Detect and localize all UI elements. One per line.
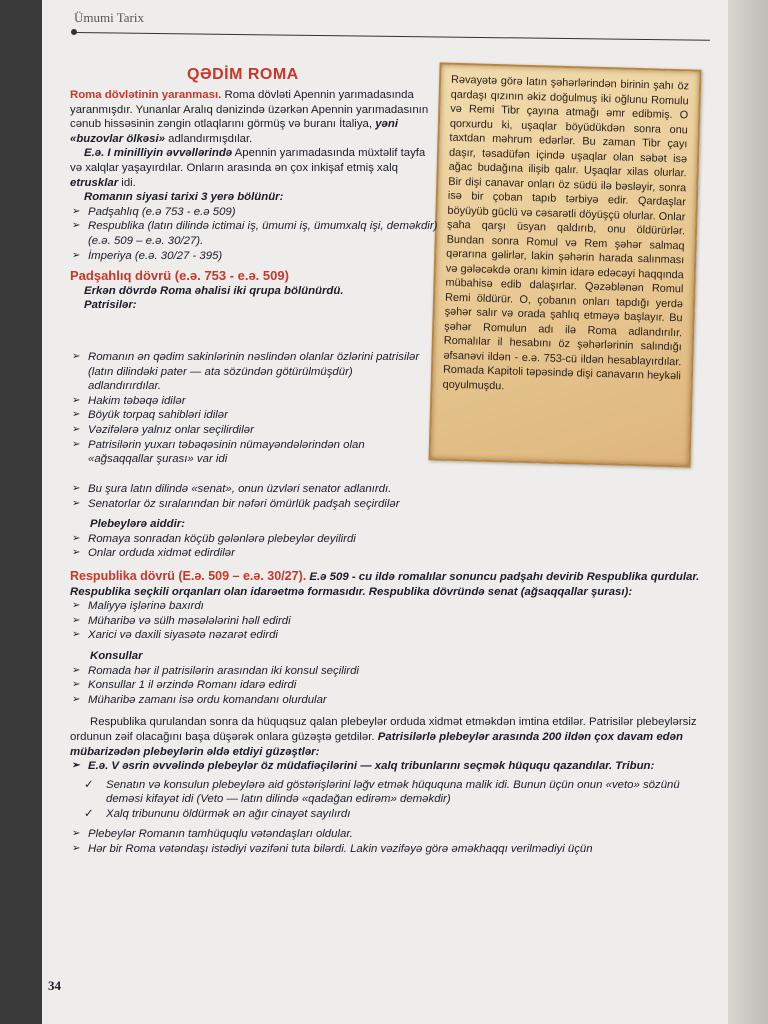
list-item: ➢ Böyük torpaq sahibləri idilər [70,408,420,423]
list-item: ➢ Hər bir Roma vətəndaşı istədiyi vəzifəni tuta bilərdi. Lakin vəzifəyə görə əməkhaqqı verilmədiyi üçün [70,842,710,857]
list-item: ➢ Konsullar 1 il ərzində Romanı idarə edirdi [70,678,710,693]
consuls-list [70,664,710,708]
list-item: ➢ Bu şura latın dilində «senat», onun üzvləri senator adlanırdı. [70,482,710,497]
patricians-heading: Patrisilər: [84,299,137,312]
list-item: ➢ Maliyyə işlərinə baxırdı [70,599,710,614]
republic-paragraph: Respublika dövrü (E.ə. 509 – e.ə. 30/27). E.ə 509 - cu ildə romalılar sonuncu padşahı devirib Respublika qurdular. Respublika seçkili orqanları olan idarəetmə formasıdır. Respublika dövründə senat (ağsaqqallar şurası): [70,568,700,598]
header-rule [74,32,710,41]
intro-paragraph-1: Roma dövlətinin yaranması. Roma dövləti Apennin yarımadasında yaranmışdır. Yunanlar Aralıq dənizində üzərkən Apennin yarımadasının cənub hissəsinin zəngin otlaqlarını görmüş və buranı İtaliya, yəni «buzovlar ölkəsi» adlandırmışdılar. [70,89,429,145]
list-item: ✓ Senatın və konsulun plebeylərə aid göstərişlərini ləğv etmək hüququna malik idi. Bunun üçün onun «veto» sözünü deməsi kifayət idi (Veto — latın dilində «qadağan edirəm» deməkdir) [70,778,710,807]
section-heading-origin: Roma dövlətinin yaranması. [70,89,222,101]
running-header: Ümumi Tarix [74,10,144,25]
periods-heading: Romanın siyasi tarixi 3 yerə bölünür: [84,191,284,204]
list-item: ➢ Patrisilərin yuxarı təbəqəsinin nümayəndələrindən olan «ağsaqqallar şurası» var idi [70,438,420,467]
list-item: ➢ E.ə. V əsrin əvvəlində plebeylər öz müdafiəçilərini — xalq tribunlarını seçmək hüququ qazandılar. Tribun: [70,759,710,774]
list-item: ✓ Xalq tribununu öldürmək ən ağır cinayət sayılırdı [70,807,710,822]
patricians-list-top [70,350,420,467]
list-item: ➢ Onlar orduda xidmət edirdilər [70,546,710,561]
periods-list [70,205,440,263]
list-item: ➢ Xarici və daxili siyasətə nəzarət edirdi [70,628,710,643]
list-item: ➢ Romanın ən qədim sakinlərinin nəslindən olanlar özlərini patrisilər (latın dilindəki pater — ata sözündən götürülmüşdür) adlandırırdılar. [70,350,420,394]
plebeian-struggle-paragraph: Respublika qurulandan sonra da hüquqsuz qalan plebeylər orduda xidmət etməkdən imtina etdilər. Patrisilər plebeylərsiz ordunun zəif olacağını başa düşərək onlara güzəştə getdilər. Patrisilərlə plebeylər arasında 200 ildən çox davam edən mübarizədən plebeylərin əldə etdiyi güzəştlər: [70,716,697,758]
section-heading-republic: Respublika dövrü (E.ə. 509 – e.ə. 30/27). [70,568,307,583]
list-item: ➢ İmperiya (e.ə. 30/27 - 395) [70,249,440,264]
list-item: ➢ Respublika (latın dilində ictimai iş, ümumi iş, ümumxalq işi, deməkdir) (e.ə. 509 – e.ə. 30/27). [70,219,440,248]
plebeians-heading: Plebeylərə aiddir: [90,518,185,531]
list-item: ➢ Müharibə və sülh məsələlərini həll edirdi [70,614,710,629]
senat-list [70,599,710,643]
book-page [42,0,728,1024]
list-item: ➢ Senatorlar öz sıralarından bir nəfəri ömürlük padşah seçirdilər [70,497,710,512]
kingdom-subheading: Erkən dövrdə Roma əhalisi iki qrupa bölünürdü. [84,284,344,297]
list-item: ➢ Müharibə zamanı isə ordu komandanı olurdular [70,693,710,708]
page-number: 34 [48,978,61,993]
list-item: ➢ Plebeylər Romanın tamhüquqlu vətəndaşları oldular. [70,827,710,842]
intro-paragraph-2: E.ə. I minilliyin əvvəllərində Apennin yarımadasında müxtəlif tayfa və xalqlar yaşayırdılar. Onların arasında ən çox inkişaf etmiş xalq etrusklar idi. [70,147,426,189]
tribune-checklist [70,778,710,822]
list-item: ➢ Romaya sonradan köçüb gələnlərə plebeylər deyilirdi [70,532,710,547]
legend-parchment-box: Rəvayətə görə latın şəhərlərindən birinin şahı öz qardaşı qızının əkiz doğulmuş iki oğlunu Romulu və Remi Tibr çayına atmağı əmr edibmiş. O qorxurdu ki, uşaqlar böyüdükdən sonra onu taxtdan məhrum edərlər. Bu zaman Tibr çayı daşır, təsadüfən içində uşaqlar olan səbət isə ağac budağına ilişib qalır. Uşaqlar xilas olurlar. Bir dişi canavar onları öz südü ilə bəsləyir, sonra isə bir çoban tapıb tərbiyə edir. Qardaşlar böyüyüb güclü və cəsarətli döyüşçü olurlar. Onlar şaha qarşı üsyan qaldırıb, onu öldürürlər. Bundan sonra Romul və Rem şəhər salmaq qərarına gəlirlər, lakin şəhərin harada salınması və gələcəkdə oranı kimin idarə edəcəyi haqqında mübahisə edib dalaşırlar. Qəzəblənən Romul Remi öldürür. O, çobanın onları tapdığı yerdə şəhər salır və orada şahlıq etməyə başlayır. Bu şəhər Romulun adı ilə Roma adlandırılır. Romalılar il hesabını öz şəhərlərinin salındığı əfsanəvi ildən - e.ə. 753-cü ildən hesablayırdılar. Romada Kapitoli təpəsində dişi canavarın heykəli qoyulmuşdu. [428,62,701,467]
list-item: ➢ Padşahlıq (e.ə 753 - e.ə 509) [70,205,440,220]
plebeians-list [70,532,710,561]
consuls-heading: Konsullar [90,649,143,662]
list-item: ➢ Vəzifələrə yalnız onlar seçilirdilər [70,423,420,438]
chapter-title: QƏDİM ROMA [187,66,299,83]
page-stack-edge [728,0,768,1024]
final-list [70,827,710,856]
section-heading-kingdom: Padşahlıq dövrü (e.ə. 753 - e.ə. 509) [70,268,289,284]
tribune-list [70,759,710,774]
intro-column [70,88,440,313]
patricians-list-bottom [70,482,710,857]
list-item: ➢ Romada hər il patrisilərin arasından iki konsul seçilirdi [70,664,710,679]
list-item: ➢ Hakim təbəqə idilər [70,394,420,409]
